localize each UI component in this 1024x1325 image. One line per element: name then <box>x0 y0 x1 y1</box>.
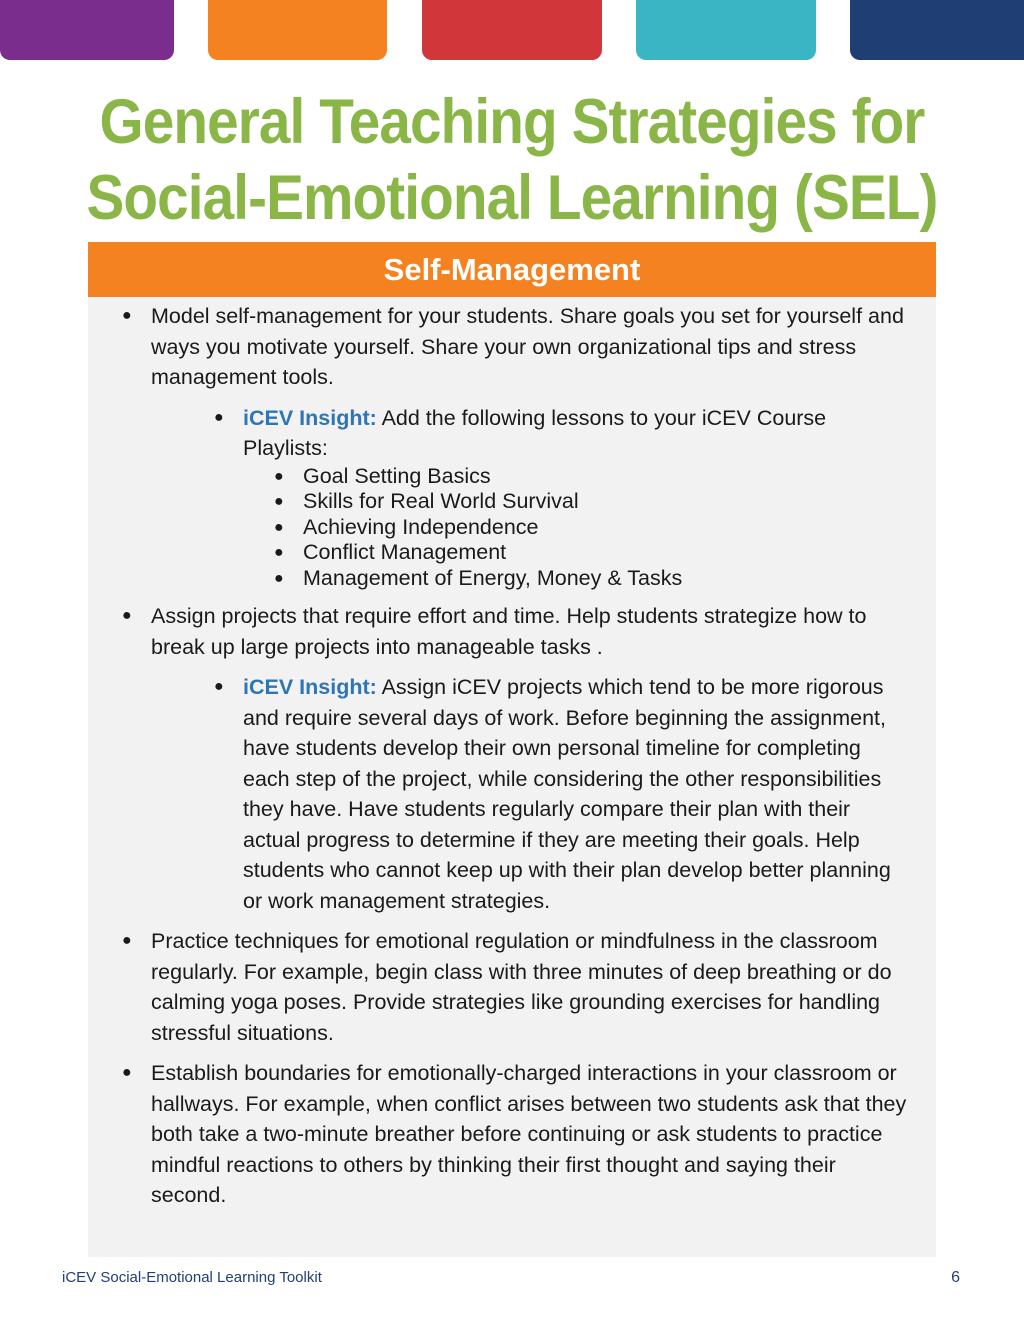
page-number: 6 <box>951 1269 960 1286</box>
bullet-icon: ● <box>274 467 284 485</box>
bullet-icon: ● <box>274 544 284 561</box>
strategy-text: Establish boundaries for emotionally-charged interactions in your classroom or hallways. For example, when conflict arises between two students ask that they both take a two-minute breather before continuing or ask students to practice mindful reactions to others by thinking their first thought and saying their second. <box>151 1061 907 1207</box>
bullet-icon: ● <box>122 932 132 949</box>
header-tab-teal <box>636 0 816 60</box>
lesson-name: Conflict Management <box>303 540 507 564</box>
strategy-text: Practice techniques for emotional regulation or mindfulness in the classroom regularly. For example, begin class with three minutes of deep breathing or do calming yoga poses. Provide strategies like grounding exercises for handling stressful situations. <box>151 929 892 1045</box>
strategy-item-2 <box>122 601 912 916</box>
insight-item-2 <box>214 672 912 916</box>
page-title-line-1: General Teaching Strategies for <box>99 87 925 157</box>
insight-label: iCEV Insight: <box>243 405 377 430</box>
lesson-name: Skills for Real World Survival <box>303 489 579 513</box>
page-title-line-2: Social-Emotional Learning (SEL) <box>86 163 938 233</box>
bullet-icon: ● <box>122 1064 132 1081</box>
lesson-item <box>274 489 912 515</box>
strategy-list <box>88 297 936 1211</box>
self-management-panel <box>88 242 936 1257</box>
header-tab-purple <box>0 0 174 60</box>
lesson-name: Achieving Independence <box>303 514 539 539</box>
lesson-item <box>274 540 912 566</box>
lesson-item <box>274 565 912 592</box>
lesson-item <box>274 514 912 541</box>
bullet-icon: ● <box>274 518 284 536</box>
bullet-icon: ● <box>274 493 284 510</box>
bullet-icon: ● <box>122 307 132 324</box>
insight-label: iCEV Insight: <box>243 675 377 699</box>
strategy-text: Assign projects that require effort and time. Help students strategize how to break up large projects into manageable tasks . <box>151 604 867 659</box>
bullet-icon: ● <box>122 607 132 624</box>
lesson-name: Management of Energy, Money & Tasks <box>303 565 683 590</box>
insight-item-1 <box>214 403 912 592</box>
section-heading: Self-Management <box>88 242 936 297</box>
lesson-name: Goal Setting Basics <box>303 463 491 488</box>
bullet-icon: ● <box>214 408 224 426</box>
page-title <box>51 84 973 236</box>
strategy-item-1 <box>122 301 912 591</box>
header-tab-orange <box>208 0 387 60</box>
lesson-list <box>274 463 912 592</box>
strategy-text: Model self-management for your students. Share goals you set for yourself and ways you motivate yourself. Share your own organizational tips and stress management tools. <box>151 304 904 389</box>
header-color-tabs <box>0 0 1024 60</box>
insight-text: Add the following lessons to your iCEV Course Playlists: <box>243 405 827 460</box>
bullet-icon: ● <box>214 678 224 695</box>
lesson-item <box>274 463 912 490</box>
strategy-item-4 <box>122 1058 912 1211</box>
bullet-icon: ● <box>274 569 284 587</box>
insight-text: Assign iCEV projects which tend to be more rigorous and require several days of work. Before beginning the assignment, have students develop their own personal timeline for completing each step of the project, while considering the other responsibilities they have. Have students regularly compare their plan with their actual progress to determine if they are meeting their goals. Help students who cannot keep up with their plan develop better planning or work management strategies. <box>243 675 891 913</box>
header-tab-navy <box>850 0 1024 60</box>
footer-title: iCEV Social-Emotional Learning Toolkit <box>62 1269 322 1286</box>
strategy-item-3 <box>122 926 912 1048</box>
header-tab-red <box>422 0 602 60</box>
